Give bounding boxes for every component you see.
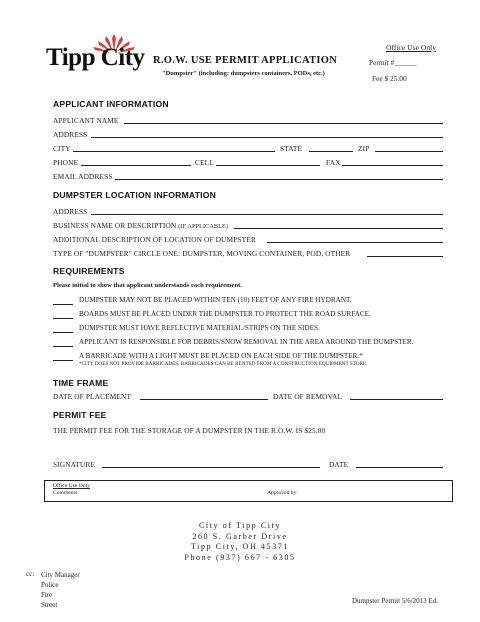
email-field[interactable] <box>115 179 443 180</box>
location-heading: DUMPSTER LOCATION INFORMATION <box>53 190 217 200</box>
logo-text: Tipp City <box>46 44 145 71</box>
email-label: EMAIL ADDRESS <box>53 172 113 181</box>
placement-date-label: DATE OF PLACEMENT <box>53 392 132 401</box>
timeframe-heading: TIME FRAME <box>53 378 109 388</box>
city-cityzip: Tipp City, OH 45371 <box>190 542 290 551</box>
cc-item: Fire <box>41 591 53 599</box>
address-label: ADDRESS <box>53 130 88 139</box>
city-name: City of Tipp City <box>198 521 282 530</box>
business-note: (IF APPLICABLE) <box>178 223 229 230</box>
business-field[interactable] <box>234 228 443 229</box>
form-title: R.O.W. USE PERMIT APPLICATION <box>153 55 338 66</box>
logo <box>46 32 145 74</box>
office-box-label: Office Use Only <box>53 483 90 489</box>
requirements-intro: Please initial to show that applicant understands each requirement. <box>53 282 242 289</box>
removal-date-label: DATE OF REMOVAL <box>273 392 343 401</box>
zip-label: ZIP <box>358 144 370 153</box>
removal-date-field[interactable] <box>350 399 443 400</box>
business-label <box>53 221 228 230</box>
cell-label: CELL <box>195 158 214 167</box>
signature-date-field[interactable] <box>356 467 443 468</box>
initial-blank-2[interactable] <box>53 318 73 319</box>
approved-by-label: Approved by: <box>267 490 298 496</box>
permit-number: Permit #______ <box>369 58 417 67</box>
footer-version: Dumpster Permit 5/6/2013 Ed. <box>352 597 438 605</box>
city-phone: Phone (937) 667 - 6305 <box>184 552 296 562</box>
applicant-name-field[interactable] <box>124 123 443 124</box>
address-field[interactable] <box>91 137 443 138</box>
barricade-note: *CITY DOES NOT PROVIDE BARRICADES. BARRICADES CAN BE RENTED FROM A CONSTRUCTION EQUIPMENT STORE. <box>79 361 368 367</box>
cc-label: cc: <box>26 570 35 578</box>
cc-item: City Manager <box>41 571 80 579</box>
location-address-label: ADDRESS <box>53 207 88 216</box>
signature-label: SIGNATURE <box>53 460 95 469</box>
initial-blank-1[interactable] <box>53 304 73 305</box>
city-street: 260 S. Garber Drive <box>192 531 288 541</box>
permit-fee-heading: PERMIT FEE <box>53 410 107 420</box>
requirement-item-4: APPLICANT IS RESPONSIBLE FOR DEBRIS/SNOW REMOVAL IN THE AREA AROUND THE DUMPSTER. <box>79 338 414 346</box>
requirement-item-2: BOARDS MUST BE PLACED UNDER THE DUMPSTER TO PROTECT THE ROAD SURFACE. <box>79 310 371 318</box>
phone-field[interactable] <box>81 165 191 166</box>
cell-field[interactable] <box>216 165 320 166</box>
office-use-box <box>44 480 453 502</box>
fee-amount: Fee $ 25.00 <box>372 74 407 83</box>
city-field[interactable] <box>73 151 275 152</box>
office-use-label: Office Use Only <box>386 43 437 52</box>
signature-field[interactable] <box>102 467 320 468</box>
city-label: CITY <box>53 144 71 153</box>
requirement-item-5: A BARRICADE WITH A LIGHT MUST BE PLACED ON EACH SIDE OF THE DUMPSTER.* <box>79 352 363 360</box>
fax-label: FAX <box>326 158 341 167</box>
cc-item: Street <box>41 601 58 609</box>
city-address-block <box>160 521 320 563</box>
dumpster-type-label: TYPE OF "DUMPSTER" CIRCLE ONE: DUMPSTER, MOVING CONTAINER, POD, OTHER <box>53 249 351 258</box>
applicant-heading: APPLICANT INFORMATION <box>53 99 169 109</box>
state-label: STATE <box>280 144 303 153</box>
initial-blank-5[interactable] <box>53 360 73 361</box>
business-label-text: BUSINESS NAME OR DESCRIPTION <box>53 221 177 230</box>
location-address-field[interactable] <box>91 214 443 215</box>
comments-label: Comments: <box>53 490 79 496</box>
initial-blank-4[interactable] <box>53 346 73 347</box>
additional-description-field[interactable] <box>267 242 443 243</box>
phone-label: PHONE <box>53 158 79 167</box>
form-subtitle: "Dumpster" (including: dumpsters containers, PODs, etc.) <box>162 70 325 77</box>
permit-fee-text: THE PERMIT FEE FOR THE STORAGE OF A DUMPSTER IN THE R.O.W. IS $25.00 <box>53 426 326 435</box>
requirement-item-3: DUMPSTER MUST HAVE REFLECTIVE MATERIAL/STRIPS ON THE SIDES. <box>79 324 320 332</box>
zip-field[interactable] <box>375 151 443 152</box>
placement-date-field[interactable] <box>140 399 268 400</box>
requirements-heading: REQUIREMENTS <box>53 266 125 276</box>
dumpster-type-field[interactable] <box>367 256 443 257</box>
state-field[interactable] <box>309 151 353 152</box>
applicant-name-label: APPLICANT NAME <box>53 116 119 125</box>
signature-date-label: DATE <box>329 460 349 469</box>
additional-description-label: ADDITIONAL DESCRIPTION OF LOCATION OF DUMPSTER <box>53 235 256 244</box>
requirement-item-1: DUMPSTER MAY NOT BE PLACED WITHIN TEN (10) FEET OF ANY FIRE HYDRANT. <box>79 296 352 304</box>
cc-item: Police <box>41 581 59 589</box>
fax-field[interactable] <box>342 165 443 166</box>
cc-list <box>41 570 80 610</box>
initial-blank-3[interactable] <box>53 332 73 333</box>
